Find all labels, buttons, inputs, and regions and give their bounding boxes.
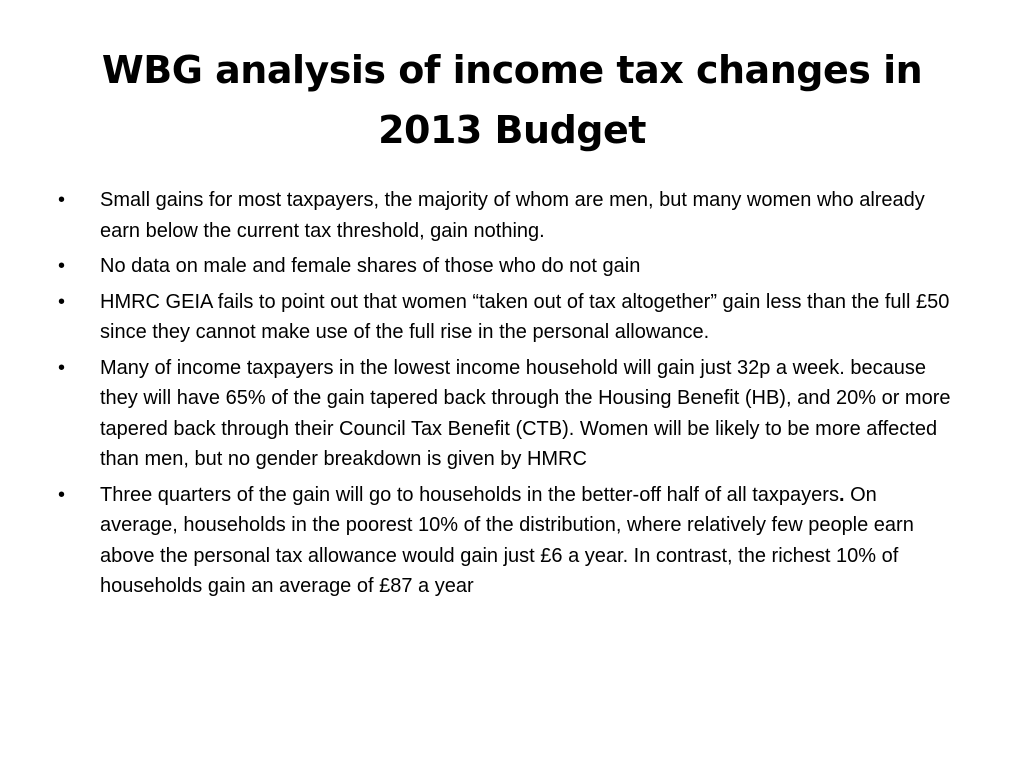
- bullet-list: [58, 185, 958, 607]
- slide-title: [80, 40, 944, 160]
- bullet-item-2: [58, 251, 958, 282]
- bullet-item-3: [58, 287, 958, 348]
- bullet-text: Small gains for most taxpayers, the majority of whom are men, but many women who already earn below the current tax threshold, gain nothing.: [100, 189, 925, 242]
- bullet-text: No data on male and female shares of those who do not gain: [100, 255, 641, 277]
- bullet-marker: •: [58, 189, 66, 211]
- bullet-item-5: [58, 480, 958, 602]
- bullet-text: Many of income taxpayers in the lowest income household will gain just 32p a week. because they will have 65% of the gain tapered back through the Housing Benefit (HB), and 20% or more tapered back through their Council Tax Benefit (CTB). Women will be likely to be more affected than men, but no gender breakdown is given by HMRC: [100, 356, 951, 470]
- bullet-marker: •: [58, 483, 66, 506]
- bullet-text-bold-period: .: [838, 483, 845, 506]
- bullet-marker: •: [58, 356, 66, 379]
- bullet-text: [100, 480, 958, 602]
- bullet-item-1: [58, 185, 958, 246]
- slide-title-line-2: 2013 Budget: [378, 108, 646, 152]
- bullet-text-segment: On average, households in the poorest 10% of the distribution, where relatively few people earn above the personal tax allowance would gain just £6 a year. In contrast, the richest 10% of households gain an average of £87 a year: [100, 483, 914, 597]
- bullet-text: HMRC GEIA fails to point out that women “taken out of tax altogether” gain less than the full £50 since they cannot make use of the full rise in the personal allowance.: [100, 290, 950, 343]
- bullet-marker: •: [58, 255, 66, 277]
- bullet-marker: •: [58, 290, 66, 313]
- slide-title-line-1: WBG analysis of income tax changes in: [101, 48, 923, 92]
- bullet-text-segment: Three quarters of the gain will go to households in the better-off half of all taxpayers: [100, 483, 839, 506]
- bullet-item-4: [58, 353, 958, 475]
